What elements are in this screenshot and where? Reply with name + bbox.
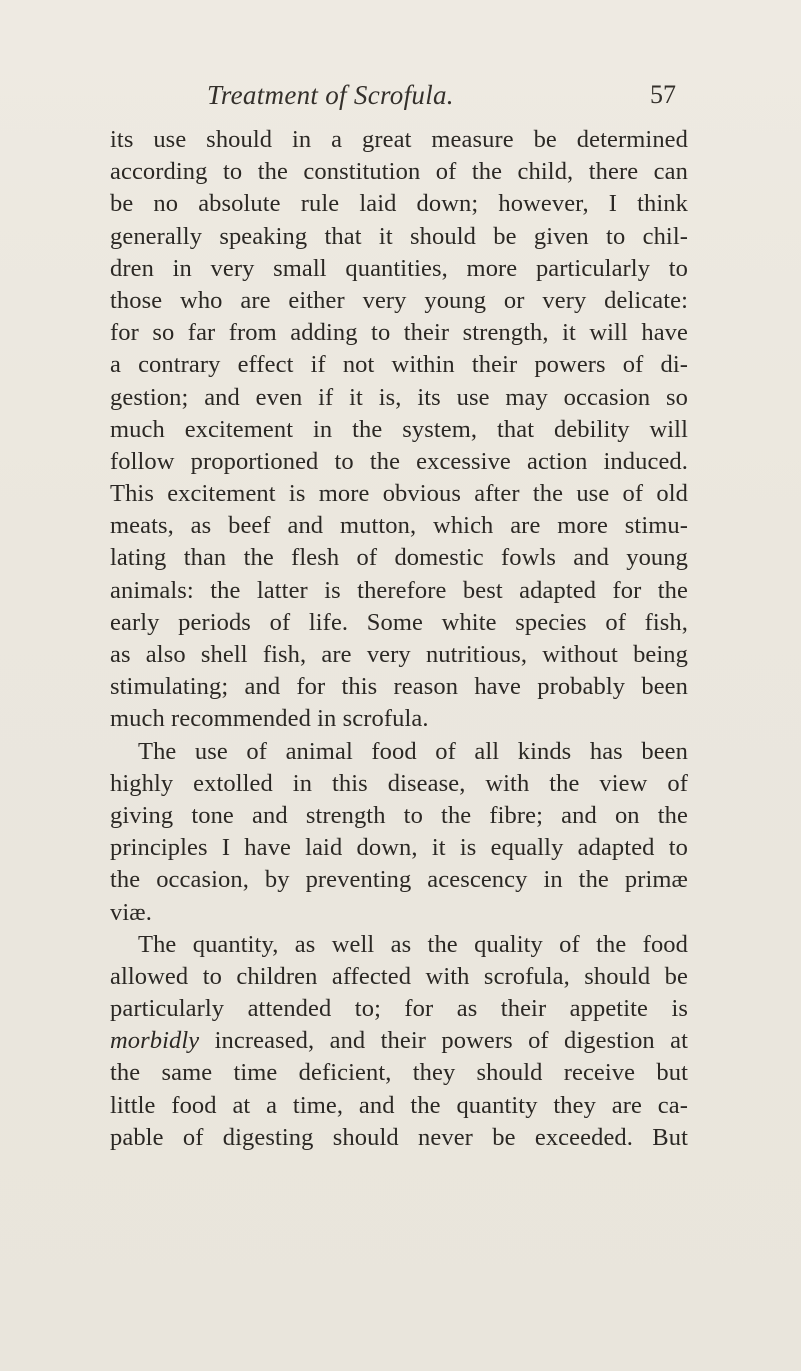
text-line	[110, 1025, 688, 1057]
text-line: much recommended in scrofula.	[110, 705, 429, 733]
text-line: The use of animal food of all kinds has been	[138, 737, 688, 765]
text-line: early periods of life. Some white species of fish,	[110, 608, 688, 636]
text-line: follow proportioned to the excessive action induced.	[110, 447, 688, 475]
text-line: meats, as beef and mutton, which are more stimu-	[110, 512, 688, 540]
text-line: The quantity, as well as the quality of the food	[138, 930, 688, 958]
text-line: generally speaking that it should be given to chil-	[110, 222, 688, 250]
text-line: particularly attended to; for as their appetite is	[110, 995, 688, 1023]
text-line: gestion; and even if it is, its use may occasion so	[110, 383, 688, 411]
text-line: the same time deficient, they should receive but	[110, 1059, 688, 1087]
text-line: its use should in a great measure be determined	[110, 126, 688, 153]
text-line: be no absolute rule laid down; however, I think	[110, 190, 688, 218]
text-line: stimulating; and for this reason have probably been	[110, 673, 688, 701]
text-line: much excitement in the system, that debility will	[110, 415, 688, 443]
running-title: Treatment of Scrofula.	[207, 80, 454, 110]
text-line: little food at a time, and the quantity they are ca-	[110, 1091, 688, 1119]
text-line: a contrary effect if not within their powers of di-	[110, 351, 688, 379]
text-line: viæ.	[110, 898, 152, 926]
text-line: giving tone and strength to the fibre; and on the	[110, 801, 688, 829]
text-line: animals: the latter is therefore best adapted for the	[110, 576, 688, 604]
text-line: This excitement is more obvious after the use of old	[110, 480, 688, 508]
page-header	[207, 80, 687, 110]
text-line: pable of digesting should never be exceeded. But	[110, 1123, 688, 1151]
text-line: for so far from adding to their strength, it will have	[110, 319, 688, 347]
page-number: 57	[650, 80, 676, 109]
text-line: allowed to children affected with scrofula, should be	[110, 962, 688, 990]
text-line: the occasion, by preventing acescency in the primæ	[110, 866, 688, 894]
text-line: those who are either very young or very delicate:	[110, 286, 688, 314]
text-line: principles I have laid down, it is equally adapted to	[110, 834, 688, 862]
body-text	[110, 124, 688, 1154]
text-line: highly extolled in this disease, with the view of	[110, 769, 688, 797]
text-line: according to the constitution of the child, there can	[110, 158, 688, 186]
text-line: as also shell fish, are very nutritious, without being	[110, 641, 688, 668]
text-line: lating than the flesh of domestic fowls and young	[110, 544, 688, 572]
text-fragment: increased, and their powers of digestion at	[214, 1027, 688, 1055]
italic-word: morbidly	[110, 1027, 200, 1055]
text-line: dren in very small quantities, more particularly to	[110, 254, 688, 282]
